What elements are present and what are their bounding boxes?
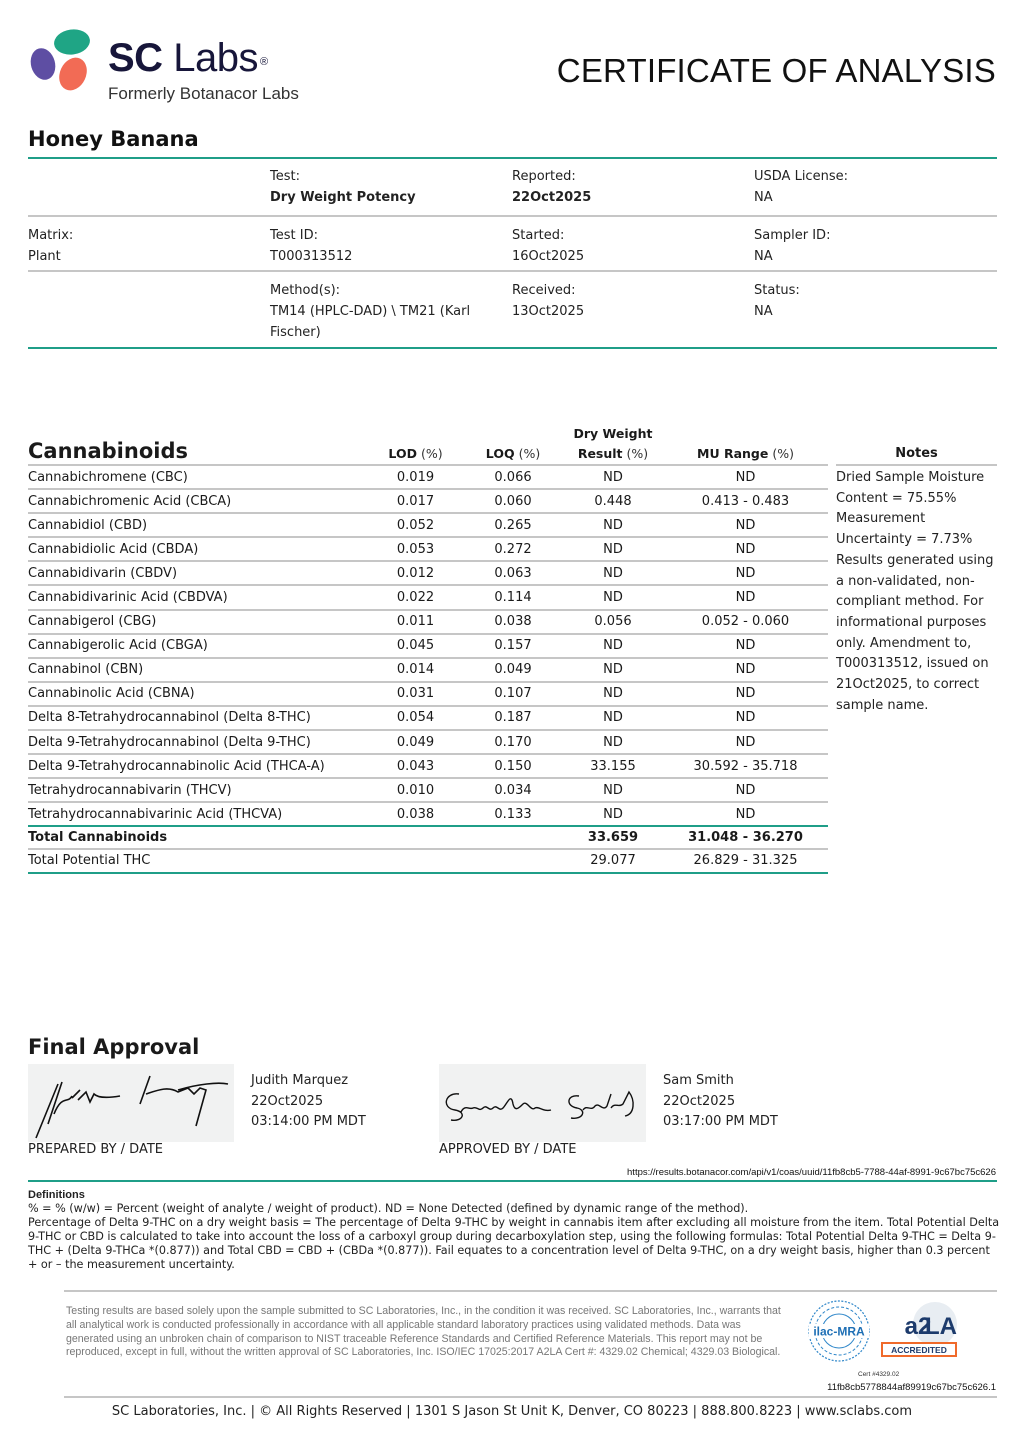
- table-row: [28, 538, 828, 562]
- notes-header: Notes: [836, 424, 997, 466]
- table-row: [28, 683, 828, 707]
- info-cell-started: Started: 16Oct2025: [512, 228, 585, 264]
- brand-subtitle: Formerly Botanacor Labs: [108, 84, 299, 103]
- analyte-name: Delta 8-Tetrahydrocannabinol (Delta 8-THC): [28, 710, 311, 726]
- column-header-loq: LOQ (%): [485, 446, 541, 461]
- sample-name: Honey Banana: [28, 127, 199, 151]
- mu-range-value: ND: [735, 565, 756, 581]
- legal-disclaimer: Testing results are based solely upon the sample submitted to SC Laboratories, Inc., in the condition it was received. SC Laboratories, Inc., warrants that all analytical work is conducted professionally in accordance with all applicable standard laboratory practices using validated methods. Data was generated using an unbroken chain of comparison to NIST traceable Reference Standards and Certified Reference Materials. This report may not be reproduced, except in full, without the written approval of SC Laboratories, Inc. ISO/IEC 17025:2017 A2LA Cert #: 4329.02 Chemical; 4329.03 Biological.: [66, 1305, 781, 1359]
- loq-value: 0.170: [494, 734, 532, 750]
- approved-by-label: APPROVED BY / DATE: [439, 1142, 577, 1157]
- prepared-by-meta: [251, 1071, 366, 1133]
- analyte-name: Tetrahydrocannabivarin (THCV): [28, 782, 232, 798]
- analyte-name: Cannabinolic Acid (CBNA): [28, 686, 195, 702]
- mu-range-value: ND: [735, 782, 756, 798]
- info-cell-usda-license: USDA License: NA: [754, 169, 848, 205]
- mu-range-value: ND: [735, 541, 756, 557]
- definitions-block: [28, 1188, 1000, 1272]
- table-row: [28, 514, 828, 538]
- sample-info-grid: [28, 158, 997, 349]
- definitions-title: Definitions: [28, 1189, 85, 1201]
- prepared-by-name: Judith Marquez: [251, 1073, 349, 1088]
- table-row: [28, 731, 828, 755]
- result-value: ND: [603, 710, 623, 726]
- info-cell-empty: [28, 280, 270, 341]
- mu-range-value: ND: [735, 469, 756, 485]
- info-row: [28, 217, 997, 270]
- lod-value: 0.022: [396, 590, 435, 606]
- brand-name: SC Labs ®: [108, 36, 268, 80]
- approved-by-meta: [663, 1071, 778, 1133]
- lod-value: 0.054: [396, 710, 435, 726]
- result-value: ND: [603, 734, 623, 750]
- info-row: [28, 272, 997, 347]
- mu-range-value: ND: [735, 590, 756, 606]
- signature-approved: [439, 1064, 646, 1142]
- lod-value: 0.052: [396, 517, 435, 533]
- result-value: ND: [603, 638, 623, 654]
- table-row: [28, 611, 828, 635]
- approved-by-name: Sam Smith: [663, 1073, 734, 1088]
- analyte-name: Cannabidivarin (CBDV): [28, 565, 178, 581]
- column-header-result: Dry Weight Result (%): [573, 426, 653, 461]
- mu-range-value: 0.413 - 0.483: [701, 493, 790, 509]
- notes-text: Dried Sample Moisture Content = 75.55% Measurement Uncertainty = 7.73% Results generated using a non-validated, non-compliant method. For informational purposes only. Amendment to, T000313512, issued on 21Oct2025, to correct sample name.: [836, 470, 994, 713]
- analyte-name: Total Cannabinoids: [28, 829, 168, 845]
- info-cell-methods: Method(s): TM14 (HPLC-DAD) \ TM21 (Karl Fischer): [270, 283, 471, 340]
- result-value: ND: [603, 469, 623, 485]
- loq-value: 0.150: [494, 758, 532, 774]
- result-value: ND: [603, 782, 623, 798]
- section-title: Cannabinoids: [28, 439, 188, 463]
- result-value: 0.448: [594, 493, 632, 509]
- result-value: 33.659: [587, 829, 639, 845]
- result-value: ND: [603, 565, 623, 581]
- analyte-name: Delta 9-Tetrahydrocannabinolic Acid (THCA-A): [28, 758, 325, 774]
- analyte-name: Cannabigerol (CBG): [28, 614, 157, 630]
- prepared-by-label: PREPARED BY / DATE: [28, 1142, 163, 1157]
- result-value: ND: [603, 517, 623, 533]
- lod-value: 0.019: [396, 469, 435, 485]
- lod-value: 0.014: [396, 662, 435, 678]
- mu-range-value: ND: [735, 734, 756, 750]
- definitions-line: Percentage of Delta 9-THC on a dry weight basis = The percentage of Delta 9-THC by weight in cannabis item after excluding all moisture from the item. Total Potential Delta 9-THC or CBD is calculated to take into account the loss of a carboxyl group during decarboxylation step, using the following formulas: Total Potential Delta 9-THC = Delta 9-THC + (Delta 9-THCa *(0.877)) and Total CBD = CBD + (CBDa *(0.877)). Fail equates to a concentration level of Delta 9-THC, on a dry weight basis, higher than 0.3 percent + or – the measurement uncertainty.: [28, 1216, 1000, 1271]
- table-row: [28, 659, 828, 683]
- page-footer: SC Laboratories, Inc. | © All Rights Reserved | 1301 S Jason St Unit K, Denver, CO 80223 | 888.800.8223 | www.sclabs.com: [111, 1404, 913, 1419]
- lod-value: 0.053: [396, 541, 435, 557]
- signature-prepared: [28, 1064, 234, 1142]
- info-row: [28, 158, 997, 215]
- mu-range-value: 0.052 - 0.060: [701, 614, 790, 630]
- mu-range-value: ND: [735, 686, 756, 702]
- lod-value: 0.045: [396, 638, 435, 654]
- mu-range-value: ND: [735, 710, 756, 726]
- info-cell-matrix: Matrix: Plant: [28, 228, 74, 264]
- loq-value: 0.114: [494, 590, 532, 606]
- lod-value: 0.017: [396, 493, 435, 509]
- table-total-row: [28, 850, 828, 874]
- analyte-name: Cannabinol (CBN): [28, 662, 144, 678]
- lod-value: 0.049: [396, 734, 435, 750]
- info-cell-test: Test: Dry Weight Potency: [270, 169, 416, 205]
- result-value: ND: [603, 806, 623, 822]
- verification-url-link[interactable]: https://results.botanacor.com/api/v1/coas/uuid/11fb8cb5-7788-44af-8991-9c67bc75c626: [627, 1167, 996, 1178]
- info-cell-sampler-id: Sampler ID: NA: [754, 228, 831, 264]
- cannabinoids-table: [28, 424, 828, 874]
- prepared-by-time: 03:14:00 PM MDT: [251, 1114, 366, 1129]
- loq-value: 0.060: [494, 493, 532, 509]
- mu-range-value: 31.048 - 36.270: [688, 829, 803, 845]
- lod-value: 0.038: [396, 806, 435, 822]
- approved-by-date: 22Oct2025: [663, 1093, 736, 1109]
- info-cell-test-id: Test ID: T000313512: [270, 228, 353, 264]
- loq-value: 0.265: [494, 517, 532, 533]
- table-row: [28, 755, 828, 779]
- lod-value: 0.011: [396, 614, 435, 630]
- accreditation-badges: [805, 1300, 965, 1362]
- analyte-name: Cannabichromene (CBC): [28, 469, 188, 485]
- notes-column: [836, 424, 997, 716]
- table-body: [28, 466, 828, 874]
- result-value: ND: [603, 686, 623, 702]
- divider: [64, 1290, 997, 1292]
- svg-text:ACCREDITED: ACCREDITED: [891, 1345, 947, 1355]
- loq-value: 0.272: [494, 541, 532, 557]
- loq-value: 0.133: [494, 806, 532, 822]
- sc-labs-logo-icon: [28, 28, 104, 94]
- ilac-mra-a2la-badge-icon: [805, 1300, 965, 1362]
- divider: [28, 347, 997, 349]
- analyte-name: Cannabidivarinic Acid (CBDVA): [28, 590, 228, 606]
- svg-text:a2: a2: [904, 1313, 932, 1340]
- definitions-line: % = % (w/w) = Percent (weight of analyte / weight of product). ND = None Detected (defined by dynamic range of the method).: [28, 1202, 749, 1215]
- table-row: [28, 490, 828, 514]
- mu-range-value: 26.829 - 31.325: [693, 853, 798, 869]
- analyte-name: Cannabichromenic Acid (CBCA): [28, 493, 232, 509]
- lod-value: 0.012: [396, 565, 435, 581]
- cert-number: Cert #4329.02: [858, 1371, 900, 1378]
- lod-value: 0.031: [396, 686, 435, 702]
- loq-value: 0.066: [494, 469, 532, 485]
- loq-value: 0.157: [494, 638, 532, 654]
- svg-text:LA: LA: [925, 1313, 957, 1340]
- table-row: [28, 586, 828, 610]
- result-value: 0.056: [594, 614, 632, 630]
- result-value: ND: [603, 662, 623, 678]
- loq-value: 0.038: [494, 614, 532, 630]
- table-row: [28, 707, 828, 731]
- signature-icon: [439, 1064, 646, 1142]
- result-value: 29.077: [590, 853, 636, 869]
- prepared-by-date: 22Oct2025: [251, 1093, 324, 1109]
- loq-value: 0.063: [494, 565, 532, 581]
- info-cell-status: Status: NA: [754, 283, 800, 319]
- mu-range-value: ND: [735, 806, 756, 822]
- analyte-name: Cannabidiol (CBD): [28, 517, 148, 533]
- column-header-mu-range: MU Range (%): [697, 446, 794, 461]
- analyte-name: Delta 9-Tetrahydrocannabinol (Delta 9-THC): [28, 734, 311, 750]
- loq-value: 0.034: [494, 782, 532, 798]
- column-header-lod: LOD (%): [388, 446, 443, 461]
- loq-value: 0.107: [494, 686, 532, 702]
- analyte-name: Cannabidiolic Acid (CBDA): [28, 541, 199, 557]
- result-value: ND: [603, 590, 623, 606]
- analyte-name: Total Potential THC: [28, 853, 151, 869]
- info-cell-reported: Reported: 22Oct2025: [512, 169, 592, 205]
- table-row: [28, 803, 828, 827]
- table-row: [28, 635, 828, 659]
- result-value: 33.155: [590, 758, 636, 774]
- svg-text:ilac-MRA: ilac-MRA: [813, 1324, 865, 1339]
- loq-value: 0.187: [494, 710, 532, 726]
- lod-value: 0.010: [396, 782, 435, 798]
- info-cell-empty: [28, 166, 270, 209]
- final-approval-title: Final Approval: [28, 1035, 200, 1059]
- table-header: [28, 424, 828, 466]
- approved-by-time: 03:17:00 PM MDT: [663, 1114, 778, 1129]
- divider: [64, 1396, 997, 1398]
- document-hash: 11fb8cb5778844af89919c67bc75c626.1: [827, 1382, 996, 1393]
- mu-range-value: ND: [735, 638, 756, 654]
- mu-range-value: ND: [735, 662, 756, 678]
- table-row: [28, 779, 828, 803]
- info-cell-received: Received: 13Oct2025: [512, 283, 585, 319]
- analyte-name: Cannabigerolic Acid (CBGA): [28, 638, 208, 654]
- analyte-name: Tetrahydrocannabivarinic Acid (THCVA): [28, 806, 283, 822]
- result-value: ND: [603, 541, 623, 557]
- table-total-row: [28, 825, 828, 849]
- table-row: [28, 562, 828, 586]
- mu-range-value: ND: [735, 517, 756, 533]
- table-row: [28, 466, 828, 490]
- divider: [28, 1180, 997, 1182]
- document-title: CERTIFICATE OF ANALYSIS: [556, 52, 996, 89]
- mu-range-value: 30.592 - 35.718: [693, 758, 798, 774]
- loq-value: 0.049: [494, 662, 532, 678]
- signature-icon: [28, 1064, 234, 1142]
- lod-value: 0.043: [396, 758, 435, 774]
